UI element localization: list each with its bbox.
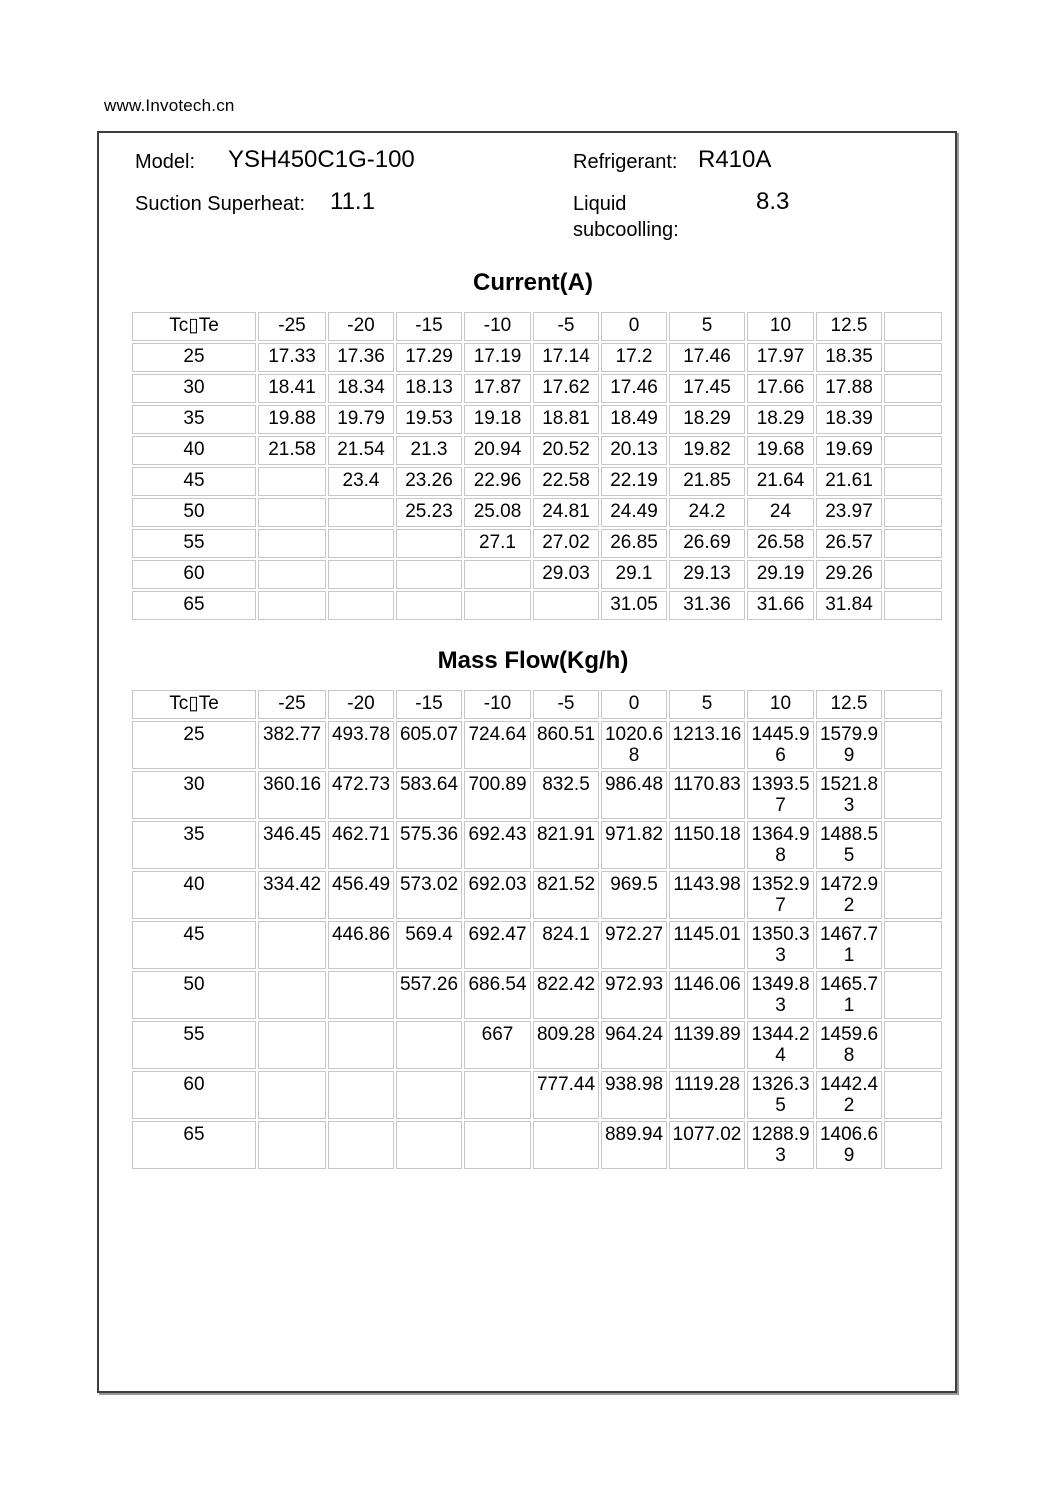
data-cell: 18.41 bbox=[258, 374, 326, 403]
empty-header-cell bbox=[884, 312, 942, 341]
row-header-cell: 30 bbox=[132, 374, 256, 403]
empty-cell bbox=[884, 591, 942, 620]
column-header-cell: -5 bbox=[533, 690, 599, 719]
data-cell: 583.64 bbox=[396, 771, 462, 819]
data-cell: 821.91 bbox=[533, 821, 599, 869]
empty-cell bbox=[884, 436, 942, 465]
data-cell: 24.81 bbox=[533, 498, 599, 527]
row-header-cell: 25 bbox=[132, 343, 256, 372]
data-cell: 21.61 bbox=[816, 467, 882, 496]
data-cell: 24.49 bbox=[601, 498, 667, 527]
column-header-cell: -20 bbox=[328, 312, 394, 341]
data-cell: 17.2 bbox=[601, 343, 667, 372]
table-row bbox=[132, 721, 942, 769]
table-row bbox=[132, 921, 942, 969]
table-row bbox=[132, 498, 942, 527]
table-row bbox=[132, 771, 942, 819]
data-cell bbox=[258, 921, 326, 969]
data-cell: 21.58 bbox=[258, 436, 326, 465]
data-cell: 569.4 bbox=[396, 921, 462, 969]
data-cell: 493.78 bbox=[328, 721, 394, 769]
data-cell bbox=[533, 1121, 599, 1169]
empty-cell bbox=[884, 1071, 942, 1119]
refrigerant-label: Refrigerant: bbox=[573, 151, 678, 173]
data-cell: 472.73 bbox=[328, 771, 394, 819]
data-cell: 18.34 bbox=[328, 374, 394, 403]
data-cell bbox=[258, 971, 326, 1019]
column-header-cell: 10 bbox=[747, 690, 814, 719]
data-cell bbox=[396, 560, 462, 589]
data-cell: 23.4 bbox=[328, 467, 394, 496]
column-header-cell: -10 bbox=[464, 312, 531, 341]
data-cell: 860.51 bbox=[533, 721, 599, 769]
data-cell: 17.19 bbox=[464, 343, 531, 372]
table-row bbox=[132, 821, 942, 869]
data-cell: 575.36 bbox=[396, 821, 462, 869]
header-row bbox=[132, 312, 942, 341]
data-cell: 29.13 bbox=[669, 560, 745, 589]
table-row bbox=[132, 374, 942, 403]
column-header-cell: -25 bbox=[258, 312, 326, 341]
data-cell: 21.54 bbox=[328, 436, 394, 465]
massflow-table bbox=[130, 688, 944, 1171]
data-cell: 605.07 bbox=[396, 721, 462, 769]
data-cell: 456.49 bbox=[328, 871, 394, 919]
data-cell: 1521.83 bbox=[816, 771, 882, 819]
massflow-table-section bbox=[130, 647, 936, 1171]
data-cell: 31.36 bbox=[669, 591, 745, 620]
data-cell: 20.52 bbox=[533, 436, 599, 465]
data-cell: 1344.24 bbox=[747, 1021, 814, 1069]
data-cell: 832.5 bbox=[533, 771, 599, 819]
refrigerant-value: R410A bbox=[698, 146, 772, 173]
data-cell: 809.28 bbox=[533, 1021, 599, 1069]
data-cell: 1467.71 bbox=[816, 921, 882, 969]
data-cell: 24.2 bbox=[669, 498, 745, 527]
suction-superheat-label: Suction Superheat: bbox=[135, 193, 306, 215]
table-row bbox=[132, 591, 942, 620]
column-header-cell: 5 bbox=[669, 312, 745, 341]
suction-superheat-value: 11.1 bbox=[330, 188, 375, 215]
table-row bbox=[132, 1121, 942, 1169]
data-cell: 19.18 bbox=[464, 405, 531, 434]
data-cell bbox=[396, 1021, 462, 1069]
data-cell: 986.48 bbox=[601, 771, 667, 819]
table-row bbox=[132, 405, 942, 434]
data-cell: 19.82 bbox=[669, 436, 745, 465]
data-cell: 21.85 bbox=[669, 467, 745, 496]
data-cell: 1213.16 bbox=[669, 721, 745, 769]
data-cell: 19.53 bbox=[396, 405, 462, 434]
model-value: YSH450C1G-100 bbox=[228, 146, 415, 173]
data-cell: 1350.33 bbox=[747, 921, 814, 969]
data-cell: 31.84 bbox=[816, 591, 882, 620]
column-header-cell: 10 bbox=[747, 312, 814, 341]
data-cell: 692.03 bbox=[464, 871, 531, 919]
data-cell: 18.13 bbox=[396, 374, 462, 403]
data-cell bbox=[258, 1021, 326, 1069]
data-cell bbox=[464, 1121, 531, 1169]
data-cell: 824.1 bbox=[533, 921, 599, 969]
data-cell bbox=[464, 560, 531, 589]
data-cell: 17.97 bbox=[747, 343, 814, 372]
data-cell: 1406.69 bbox=[816, 1121, 882, 1169]
data-cell: 18.49 bbox=[601, 405, 667, 434]
data-cell: 1488.55 bbox=[816, 821, 882, 869]
column-header-cell: 0 bbox=[601, 690, 667, 719]
data-cell: 889.94 bbox=[601, 1121, 667, 1169]
data-cell: 21.3 bbox=[396, 436, 462, 465]
data-cell: 26.69 bbox=[669, 529, 745, 558]
data-cell bbox=[396, 1071, 462, 1119]
data-cell: 27.1 bbox=[464, 529, 531, 558]
data-cell: 1326.35 bbox=[747, 1071, 814, 1119]
data-cell: 17.87 bbox=[464, 374, 531, 403]
data-cell: 1145.01 bbox=[669, 921, 745, 969]
data-cell: 1352.97 bbox=[747, 871, 814, 919]
table-row bbox=[132, 871, 942, 919]
data-cell bbox=[258, 591, 326, 620]
row-header-cell: 65 bbox=[132, 591, 256, 620]
table-row bbox=[132, 436, 942, 465]
data-cell: 17.66 bbox=[747, 374, 814, 403]
data-cell: 972.27 bbox=[601, 921, 667, 969]
liquid-subcooling-value: 8.3 bbox=[756, 188, 790, 215]
data-cell: 23.26 bbox=[396, 467, 462, 496]
data-cell: 29.19 bbox=[747, 560, 814, 589]
data-cell: 26.85 bbox=[601, 529, 667, 558]
data-cell: 972.93 bbox=[601, 971, 667, 1019]
data-cell: 1442.42 bbox=[816, 1071, 882, 1119]
data-cell bbox=[396, 1121, 462, 1169]
data-cell: 1393.57 bbox=[747, 771, 814, 819]
row-header-cell: 55 bbox=[132, 529, 256, 558]
data-cell: 27.02 bbox=[533, 529, 599, 558]
data-cell bbox=[396, 529, 462, 558]
data-cell: 18.29 bbox=[669, 405, 745, 434]
data-cell: 573.02 bbox=[396, 871, 462, 919]
data-cell: 360.16 bbox=[258, 771, 326, 819]
data-cell: 20.13 bbox=[601, 436, 667, 465]
header-row bbox=[132, 690, 942, 719]
data-cell bbox=[464, 1071, 531, 1119]
data-cell: 1170.83 bbox=[669, 771, 745, 819]
data-cell bbox=[464, 591, 531, 620]
data-cell: 26.57 bbox=[816, 529, 882, 558]
empty-cell bbox=[884, 343, 942, 372]
column-header-cell: -15 bbox=[396, 690, 462, 719]
column-header-cell: -15 bbox=[396, 312, 462, 341]
row-header-cell: 35 bbox=[132, 405, 256, 434]
data-cell: 17.36 bbox=[328, 343, 394, 372]
data-cell: 1077.02 bbox=[669, 1121, 745, 1169]
row-header-cell: 50 bbox=[132, 971, 256, 1019]
row-header-cell: 35 bbox=[132, 821, 256, 869]
data-cell: 22.96 bbox=[464, 467, 531, 496]
data-cell: 23.97 bbox=[816, 498, 882, 527]
data-cell: 1146.06 bbox=[669, 971, 745, 1019]
data-cell: 17.62 bbox=[533, 374, 599, 403]
row-header-cell: 45 bbox=[132, 467, 256, 496]
row-header-cell: 30 bbox=[132, 771, 256, 819]
data-cell: 1020.68 bbox=[601, 721, 667, 769]
current-table-section bbox=[130, 269, 936, 622]
column-header-cell: 5 bbox=[669, 690, 745, 719]
data-cell: 18.29 bbox=[747, 405, 814, 434]
data-cell: 24 bbox=[747, 498, 814, 527]
empty-cell bbox=[884, 405, 942, 434]
data-cell: 938.98 bbox=[601, 1071, 667, 1119]
empty-cell bbox=[884, 971, 942, 1019]
data-cell: 22.19 bbox=[601, 467, 667, 496]
data-cell: 29.03 bbox=[533, 560, 599, 589]
data-cell: 17.46 bbox=[601, 374, 667, 403]
table-row bbox=[132, 343, 942, 372]
data-cell: 18.35 bbox=[816, 343, 882, 372]
data-cell: 971.82 bbox=[601, 821, 667, 869]
column-header-cell: -5 bbox=[533, 312, 599, 341]
empty-cell bbox=[884, 374, 942, 403]
data-cell bbox=[396, 591, 462, 620]
data-cell bbox=[258, 467, 326, 496]
data-cell: 1472.92 bbox=[816, 871, 882, 919]
data-cell bbox=[533, 591, 599, 620]
table-row bbox=[132, 1021, 942, 1069]
data-cell bbox=[328, 1071, 394, 1119]
empty-header-cell bbox=[884, 690, 942, 719]
data-cell: 969.5 bbox=[601, 871, 667, 919]
data-cell bbox=[258, 529, 326, 558]
data-cell: 25.23 bbox=[396, 498, 462, 527]
data-cell: 31.66 bbox=[747, 591, 814, 620]
empty-cell bbox=[884, 721, 942, 769]
data-cell: 22.58 bbox=[533, 467, 599, 496]
data-cell: 1349.83 bbox=[747, 971, 814, 1019]
corner-header-cell: Tc▯Te bbox=[132, 312, 256, 341]
data-cell bbox=[258, 1121, 326, 1169]
data-cell: 17.14 bbox=[533, 343, 599, 372]
data-cell: 29.26 bbox=[816, 560, 882, 589]
data-cell: 19.79 bbox=[328, 405, 394, 434]
massflow-table-title: Mass Flow(Kg/h) bbox=[437, 647, 629, 674]
datasheet-frame bbox=[97, 131, 957, 1393]
data-cell: 31.05 bbox=[601, 591, 667, 620]
data-cell bbox=[328, 498, 394, 527]
row-header-cell: 60 bbox=[132, 560, 256, 589]
data-cell: 692.43 bbox=[464, 821, 531, 869]
data-cell: 29.1 bbox=[601, 560, 667, 589]
empty-cell bbox=[884, 1021, 942, 1069]
data-cell: 667 bbox=[464, 1021, 531, 1069]
liquid-subcooling-label: Liquid subcoolling: bbox=[573, 193, 679, 241]
data-cell bbox=[328, 1021, 394, 1069]
column-header-cell: -10 bbox=[464, 690, 531, 719]
data-cell: 19.69 bbox=[816, 436, 882, 465]
data-cell: 1288.93 bbox=[747, 1121, 814, 1169]
data-cell bbox=[258, 498, 326, 527]
row-header-cell: 40 bbox=[132, 871, 256, 919]
data-cell: 20.94 bbox=[464, 436, 531, 465]
current-table-title: Current(A) bbox=[473, 269, 593, 296]
data-cell: 17.46 bbox=[669, 343, 745, 372]
empty-cell bbox=[884, 1121, 942, 1169]
data-cell: 1465.71 bbox=[816, 971, 882, 1019]
empty-cell bbox=[884, 467, 942, 496]
data-cell bbox=[328, 591, 394, 620]
data-cell: 821.52 bbox=[533, 871, 599, 919]
table-row bbox=[132, 560, 942, 589]
empty-cell bbox=[884, 498, 942, 527]
data-cell: 1143.98 bbox=[669, 871, 745, 919]
table-row bbox=[132, 971, 942, 1019]
row-header-cell: 60 bbox=[132, 1071, 256, 1119]
website-url: www.Invotech.cn bbox=[104, 96, 235, 115]
data-cell: 1119.28 bbox=[669, 1071, 745, 1119]
current-table bbox=[130, 310, 944, 622]
table-row bbox=[132, 529, 942, 558]
model-label: Model: bbox=[135, 151, 196, 173]
row-header-cell: 45 bbox=[132, 921, 256, 969]
data-cell: 26.58 bbox=[747, 529, 814, 558]
data-cell: 17.29 bbox=[396, 343, 462, 372]
data-cell: 557.26 bbox=[396, 971, 462, 1019]
data-cell: 18.81 bbox=[533, 405, 599, 434]
data-cell: 346.45 bbox=[258, 821, 326, 869]
data-cell: 1579.99 bbox=[816, 721, 882, 769]
data-cell: 724.64 bbox=[464, 721, 531, 769]
data-cell: 686.54 bbox=[464, 971, 531, 1019]
empty-cell bbox=[884, 771, 942, 819]
data-cell bbox=[328, 529, 394, 558]
data-cell: 382.77 bbox=[258, 721, 326, 769]
corner-header-cell: Tc▯Te bbox=[132, 690, 256, 719]
column-header-cell: -25 bbox=[258, 690, 326, 719]
data-cell: 25.08 bbox=[464, 498, 531, 527]
data-cell: 1364.98 bbox=[747, 821, 814, 869]
data-cell bbox=[258, 1071, 326, 1119]
data-cell: 822.42 bbox=[533, 971, 599, 1019]
empty-cell bbox=[884, 821, 942, 869]
data-cell: 692.47 bbox=[464, 921, 531, 969]
empty-cell bbox=[884, 921, 942, 969]
data-cell bbox=[328, 560, 394, 589]
empty-cell bbox=[884, 871, 942, 919]
data-cell: 1150.18 bbox=[669, 821, 745, 869]
row-header-cell: 40 bbox=[132, 436, 256, 465]
row-header-cell: 50 bbox=[132, 498, 256, 527]
data-cell: 18.39 bbox=[816, 405, 882, 434]
row-header-cell: 55 bbox=[132, 1021, 256, 1069]
data-cell: 964.24 bbox=[601, 1021, 667, 1069]
data-cell: 17.45 bbox=[669, 374, 745, 403]
data-cell: 1445.96 bbox=[747, 721, 814, 769]
column-header-cell: 12.5 bbox=[816, 312, 882, 341]
data-cell: 1139.89 bbox=[669, 1021, 745, 1069]
data-cell: 17.33 bbox=[258, 343, 326, 372]
empty-cell bbox=[884, 560, 942, 589]
data-cell bbox=[328, 1121, 394, 1169]
table-row bbox=[132, 1071, 942, 1119]
row-header-cell: 25 bbox=[132, 721, 256, 769]
table-row bbox=[132, 467, 942, 496]
data-cell: 446.86 bbox=[328, 921, 394, 969]
data-cell: 19.88 bbox=[258, 405, 326, 434]
column-header-cell: 0 bbox=[601, 312, 667, 341]
data-cell: 462.71 bbox=[328, 821, 394, 869]
data-cell: 777.44 bbox=[533, 1071, 599, 1119]
data-cell: 17.88 bbox=[816, 374, 882, 403]
data-cell: 19.68 bbox=[747, 436, 814, 465]
data-cell: 1459.68 bbox=[816, 1021, 882, 1069]
column-header-cell: -20 bbox=[328, 690, 394, 719]
data-cell: 334.42 bbox=[258, 871, 326, 919]
row-header-cell: 65 bbox=[132, 1121, 256, 1169]
empty-cell bbox=[884, 529, 942, 558]
data-cell bbox=[328, 971, 394, 1019]
data-cell: 21.64 bbox=[747, 467, 814, 496]
data-cell bbox=[258, 560, 326, 589]
data-cell: 700.89 bbox=[464, 771, 531, 819]
column-header-cell: 12.5 bbox=[816, 690, 882, 719]
